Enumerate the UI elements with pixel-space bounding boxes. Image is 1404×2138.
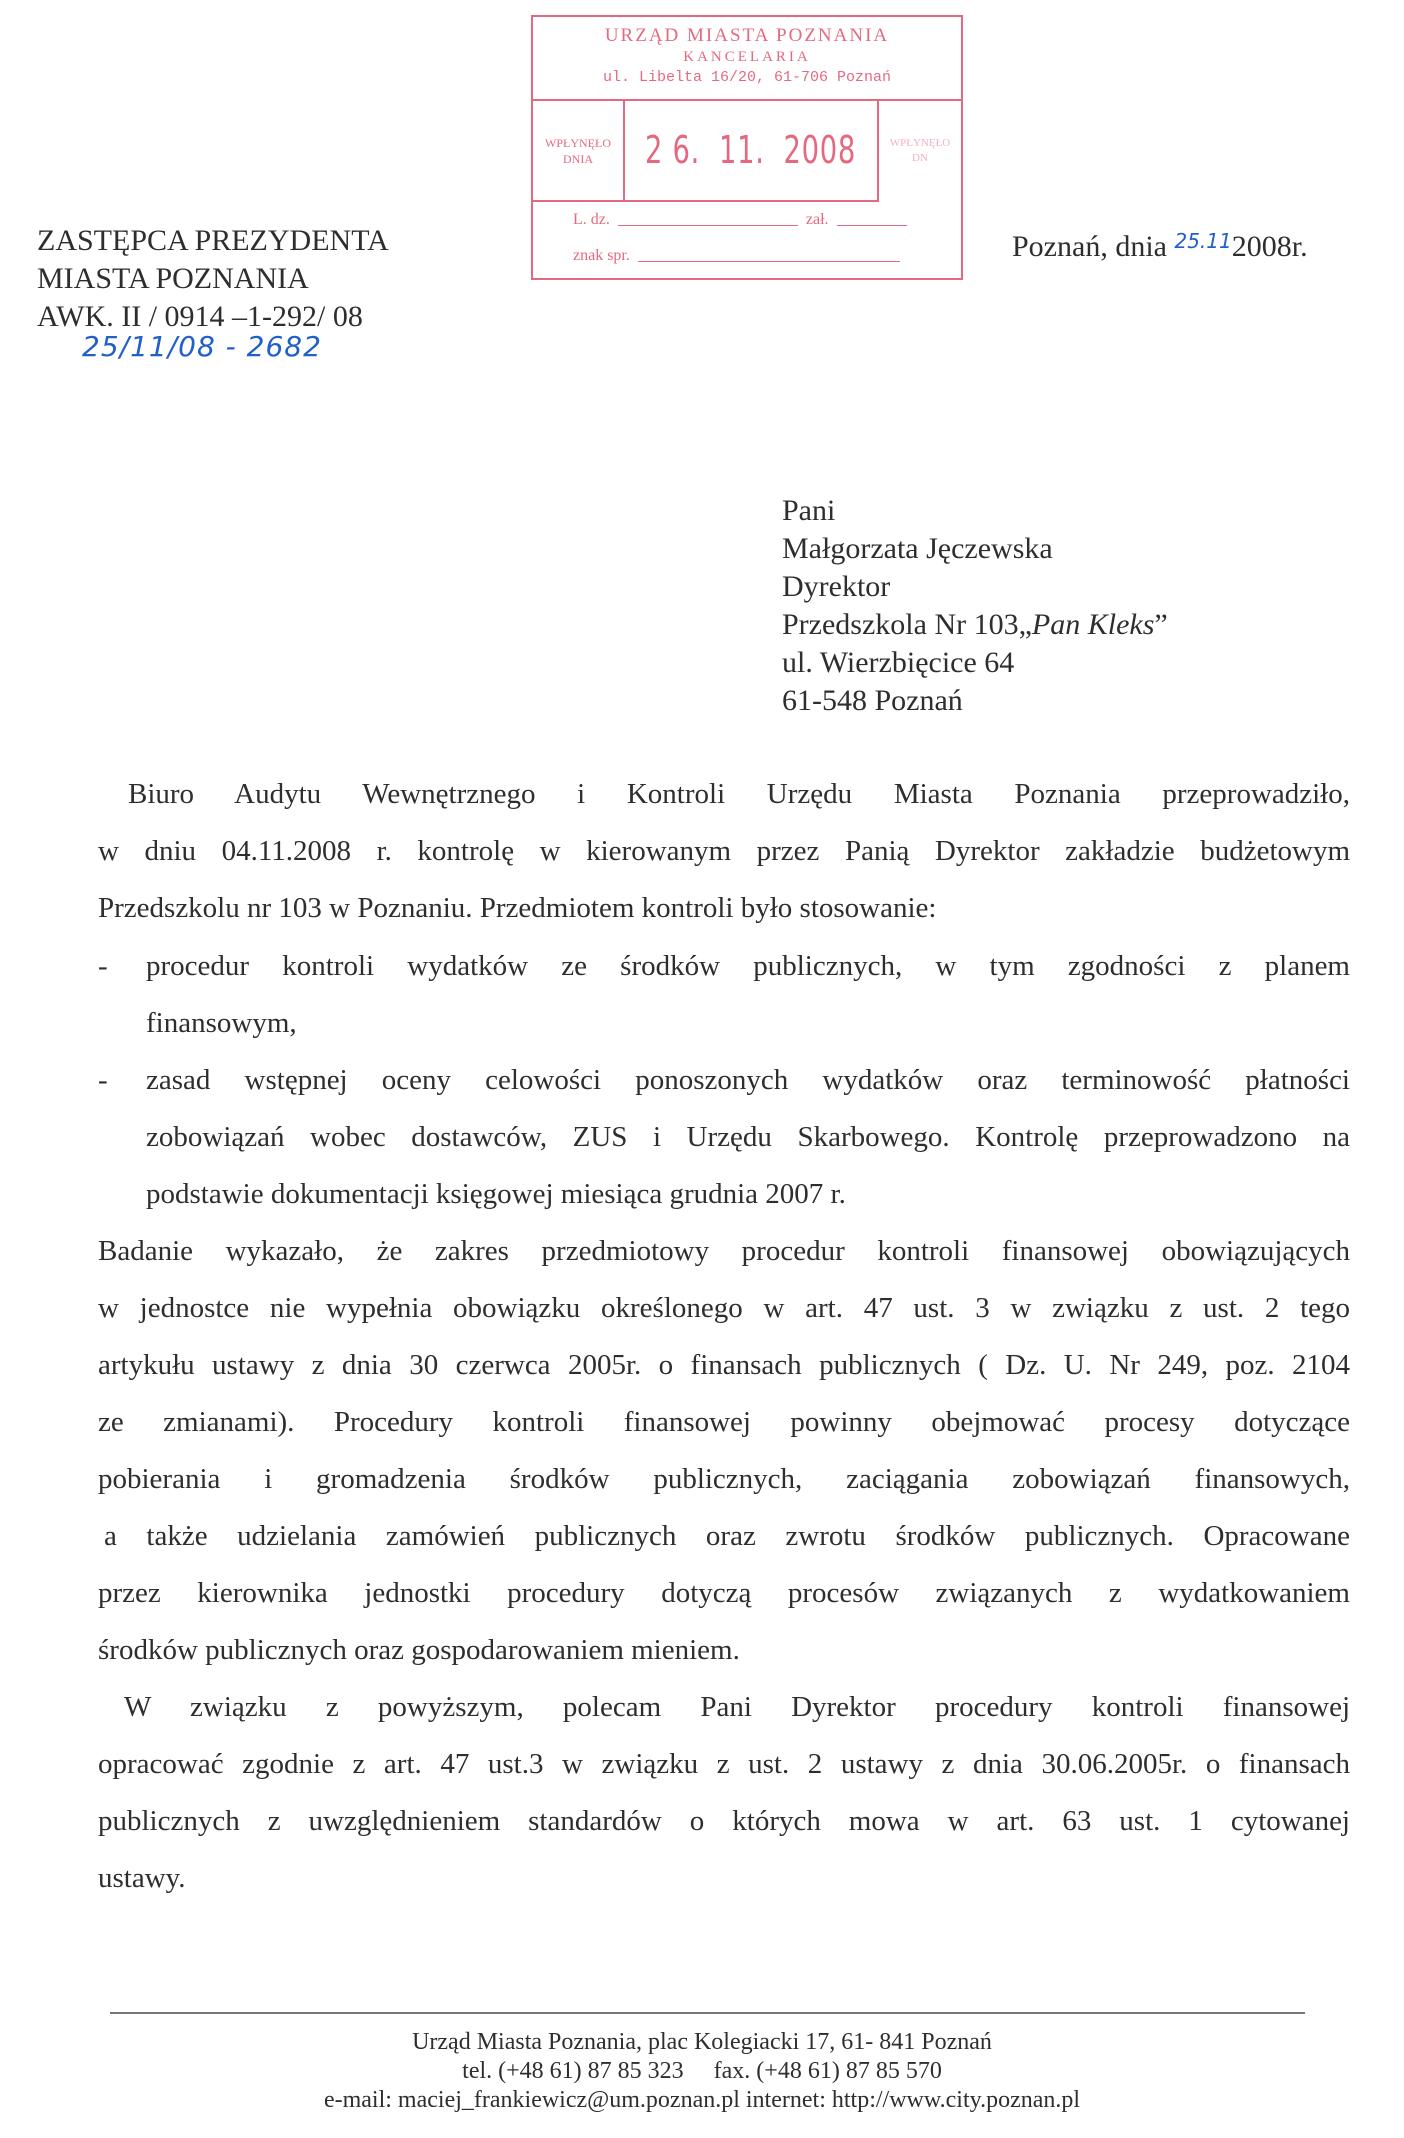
body-line: przez kierownika jednostki procedury dotyczą procesów związanych z wydatkowaniem	[98, 1577, 1350, 1609]
stamp-right-label-line1: WPŁYNĘŁO	[889, 136, 951, 149]
recipient-salutation: Pani	[782, 494, 836, 527]
recipient-institution-name: Pan Kleks	[1031, 608, 1155, 641]
stamp-znak-label: znak spr.	[573, 247, 630, 264]
date-suffix: 2008r.	[1231, 230, 1308, 263]
body-line: Przedszkolu nr 103 w Poznaniu. Przedmiotem kontroli było stosowanie:	[98, 892, 937, 924]
recipient-street: ul. Wierzbięcice 64	[782, 646, 1015, 679]
footer-contact: e-mail: maciej_frankiewicz@um.poznan.pl internet: http://www.city.poznan.pl	[323, 2087, 1081, 2113]
stamp-received-label-line2: DNIA	[563, 151, 593, 166]
stamp-received-date: 2 6. 11. 2008	[644, 127, 856, 172]
date-prefix: Poznań, dnia	[1012, 230, 1167, 263]
stamp-znak-line	[638, 260, 900, 262]
stamp-received-label-line1: WPŁYNĘŁO	[545, 135, 611, 150]
stamp-right-label-line2: DN	[912, 151, 928, 164]
stamp-ldz-line	[618, 224, 798, 226]
sender-reference: AWK. II / 0914 –1-292/ 08	[37, 300, 363, 333]
registry-stamp	[531, 15, 963, 280]
body-line: ze zmianami). Procedury kontroli finansowej powinny obejmować procesy dotyczące	[98, 1406, 1350, 1438]
body-line: zasad wstępnej oceny celowości ponoszonych wydatków oraz terminowość płatności	[146, 1064, 1350, 1096]
stamp-zal-line	[837, 224, 907, 226]
body-line: Badanie wykazało, że zakres przedmiotowy procedur kontroli finansowej obowiązujących	[98, 1235, 1350, 1267]
body-line: podstawie dokumentacji księgowej miesiąca grudnia 2007 r.	[146, 1178, 846, 1210]
recipient-block	[782, 492, 1168, 720]
bullet-marker: -	[98, 950, 108, 982]
recipient-title: Dyrektor	[782, 570, 891, 603]
body-line: środków publicznych oraz gospodarowaniem mieniem.	[98, 1634, 740, 1666]
sender-title: ZASTĘPCA PREZYDENTA	[37, 224, 389, 257]
recipient-name: Małgorzata Jęczewska	[782, 532, 1053, 565]
body-line: publicznych z uwzględnieniem standardów o których mowa w art. 63 ust. 1 cytowanej	[98, 1805, 1350, 1837]
stamp-date-box	[623, 99, 879, 202]
body-line: ustawy.	[98, 1862, 186, 1894]
body-line: W związku z powyższym, polecam Pani Dyrektor procedury kontroli finansowej	[124, 1691, 1350, 1723]
body-line: Biuro Audytu Wewnętrznego i Kontroli Urzędu Miasta Poznania przeprowadziło,	[128, 778, 1350, 810]
stamp-znak-row	[573, 247, 908, 265]
body-line: opracować zgodnie z art. 47 ust.3 w związku z ust. 2 ustawy z dnia 30.06.2005r. o finansach	[98, 1748, 1350, 1780]
stamp-right-label	[879, 99, 961, 202]
footer-phone: tel. (+48 61) 87 85 323 fax. (+48 61) 87 85 570	[462, 2058, 942, 2084]
recipient-institution-prefix: Przedszkola Nr 103„	[782, 608, 1032, 641]
stamp-ldz-label: L. dz.	[573, 211, 610, 228]
body-line: procedur kontroli wydatków ze środków publicznych, w tym zgodności z planem	[146, 950, 1350, 982]
date-handwritten: 25.11	[1174, 229, 1232, 253]
body-line: a także udzielania zamówień publicznych oraz zwrotu środków publicznych. Opracowane	[104, 1520, 1350, 1552]
bullet-marker: -	[98, 1064, 108, 1096]
stamp-office: URZĄD MIASTA POZNANIA	[604, 25, 890, 46]
body-line: artykułu ustawy z dnia 30 czerwca 2005r. o finansach publicznych ( Dz. U. Nr 249, poz. 2104	[98, 1349, 1350, 1381]
recipient-city: 61-548 Poznań	[782, 684, 963, 717]
recipient-institution-suffix: ”	[1154, 608, 1168, 641]
stamp-zal-label: zał.	[805, 211, 829, 228]
stamp-header	[533, 17, 961, 101]
body-line: finansowym,	[146, 1007, 297, 1039]
stamp-received-label	[533, 99, 625, 202]
body-line: pobierania i gromadzenia środków publicznych, zaciągania zobowiązań finansowych,	[98, 1463, 1350, 1495]
stamp-department: KANCELARIA	[683, 49, 811, 65]
recipient-institution	[782, 606, 1168, 644]
body-line: w jednostce nie wypełnia obowiązku określonego w art. 47 ust. 3 w związku z ust. 2 tego	[98, 1292, 1350, 1324]
footer-divider	[110, 2012, 1305, 2014]
handwritten-number: 25/11/08 - 2682	[82, 330, 322, 363]
body-line: w dniu 04.11.2008 r. kontrolę w kierowanym przez Panią Dyrektor zakładzie budżetowym	[98, 835, 1350, 867]
stamp-divider	[533, 200, 623, 202]
sender-block	[37, 222, 389, 336]
stamp-ldz-row	[573, 211, 915, 229]
footer-address: Urząd Miasta Poznania, plac Kolegiacki 17, 61- 841 Poznań	[412, 2029, 992, 2055]
stamp-address: ul. Libelta 16/20, 61-706 Poznań	[602, 69, 892, 86]
sender-city: MIASTA POZNANIA	[37, 262, 309, 295]
letter-date	[1012, 222, 1308, 266]
body-line: zobowiązań wobec dostawców, ZUS i Urzędu Skarbowego. Kontrolę przeprowadzono na	[146, 1121, 1350, 1153]
